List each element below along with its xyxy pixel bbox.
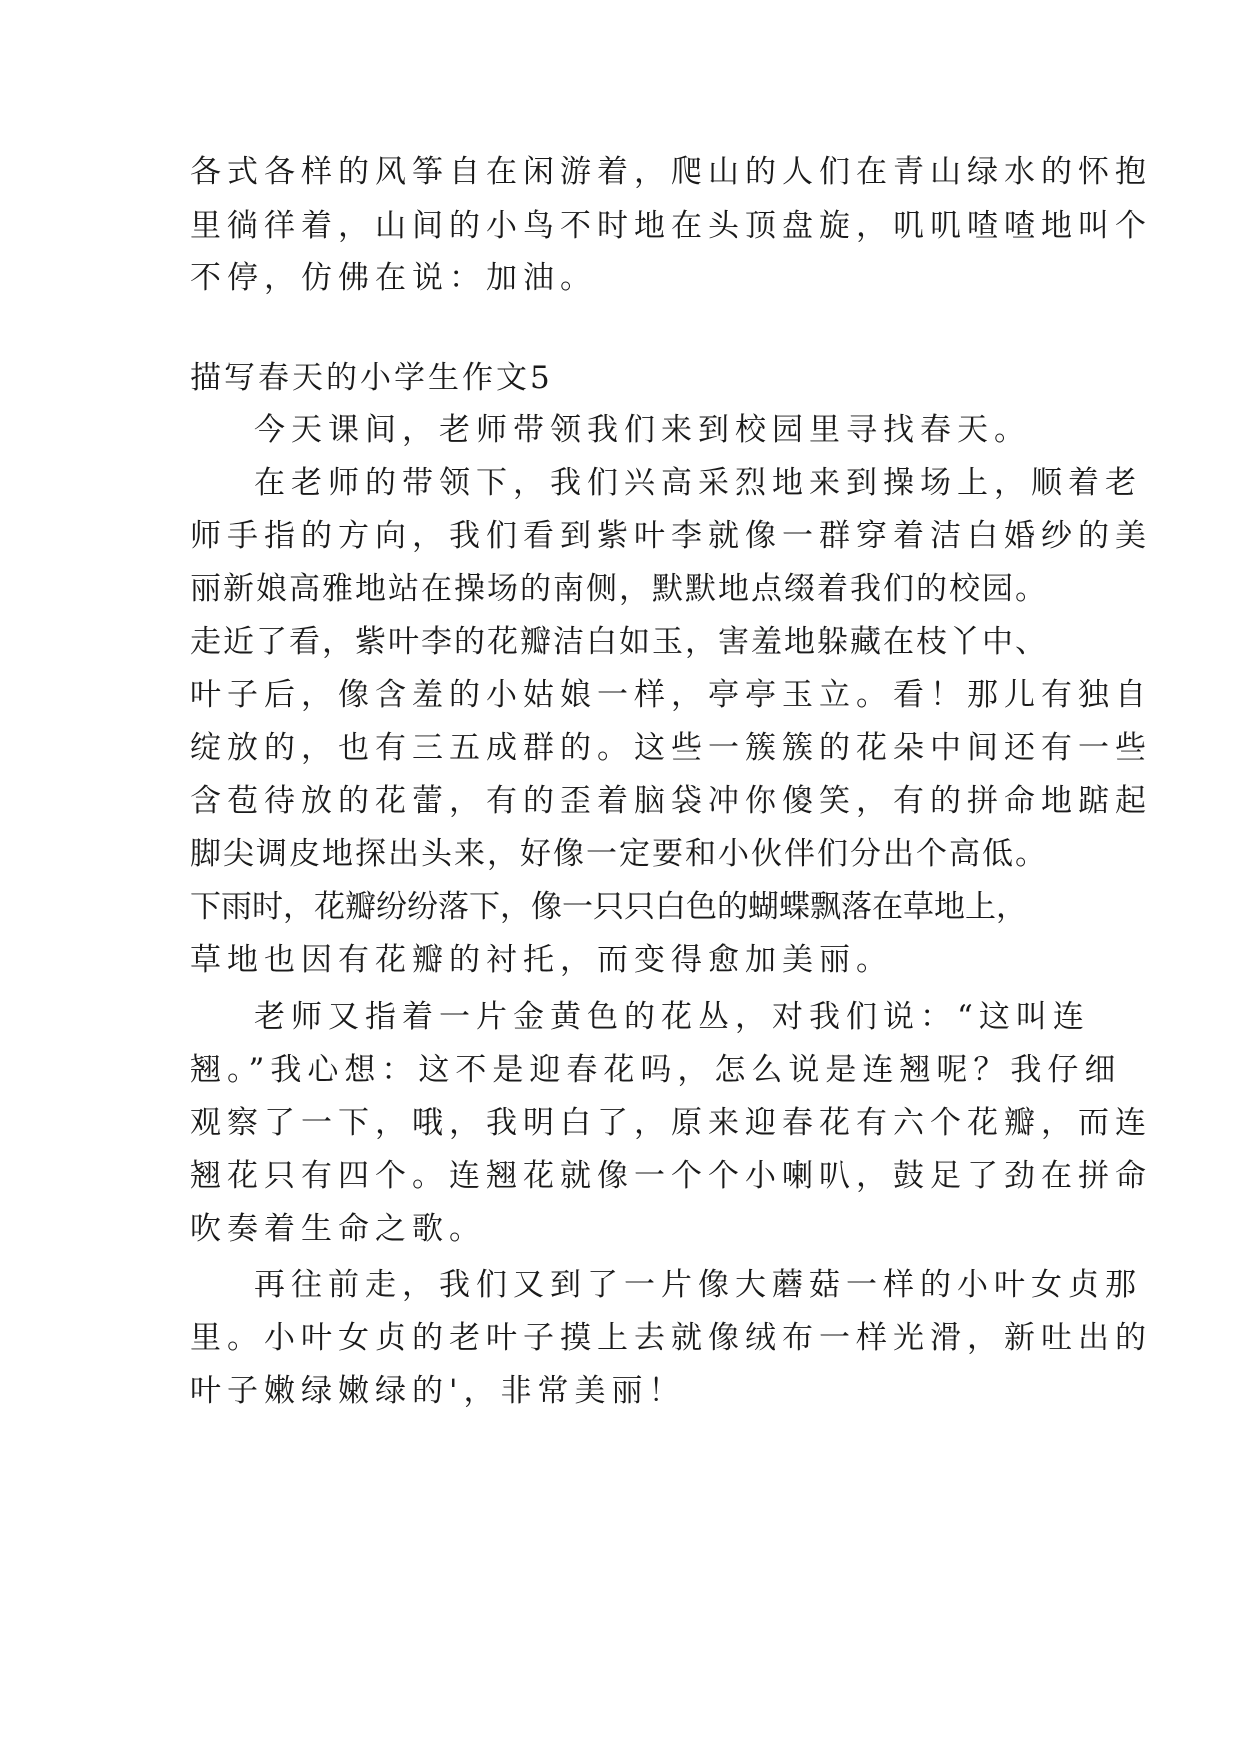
paragraph-line: 里。小叶女贞的老叶子摸上去就像绒布一样光滑，新吐出的 bbox=[190, 1320, 1152, 1356]
paragraph-line: 在老师的带领下，我们兴高采烈地来到操场上，顺着老 bbox=[254, 465, 1142, 501]
paragraph-line: 吹奏着生命之歌。 bbox=[190, 1211, 486, 1247]
paragraph-line: 今天课间，老师带领我们来到校园里寻找春天。 bbox=[254, 412, 1031, 448]
paragraph-line: 师手指的方向，我们看到紫叶李就像一群穿着洁白婚纱的美 bbox=[190, 518, 1152, 554]
paragraph-line: 绽放的，也有三五成群的。这些一簇簇的花朵中间还有一些 bbox=[190, 730, 1152, 766]
paragraph-line: 不停，仿佛在说：加油。 bbox=[190, 260, 597, 296]
paragraph-line: 观察了一下，哦，我明白了，原来迎春花有六个花瓣，而连 bbox=[190, 1105, 1152, 1141]
paragraph-line: 再往前走，我们又到了一片像大蘑菇一样的小叶女贞那 bbox=[254, 1267, 1142, 1303]
paragraph-line: 翘。”我心想：这不是迎春花吗，怎么说是连翘呢？我仔细 bbox=[190, 1052, 1122, 1088]
paragraph-line: 老师又指着一片金黄色的花丛，对我们说：“这叫连 bbox=[254, 999, 1090, 1035]
paragraph-line: 叶子嫩绿嫩绿的'，非常美丽！ bbox=[190, 1373, 686, 1409]
paragraph-line: 各式各样的风筝自在闲游着，爬山的人们在青山绿水的怀抱 bbox=[190, 154, 1152, 190]
paragraph-line: 含苞待放的花蕾，有的歪着脑袋冲你傻笑，有的拼命地踮起 bbox=[190, 783, 1152, 819]
paragraph-line: 草地也因有花瓣的衬托，而变得愈加美丽。 bbox=[190, 942, 893, 978]
essay-title: 描写春天的小学生作文5 bbox=[190, 360, 553, 396]
paragraph-line: 丽新娘高雅地站在操场的南侧，默默地点缀着我们的校园。 bbox=[190, 571, 1048, 607]
paragraph-line: 走近了看，紫叶李的花瓣洁白如玉，害羞地躲藏在枝丫中、 bbox=[190, 624, 1048, 660]
paragraph-line: 翘花只有四个。连翘花就像一个个小喇叭，鼓足了劲在拼命 bbox=[190, 1158, 1152, 1194]
paragraph-line: 脚尖调皮地探出头来，好像一定要和小伙伴们分出个高低。 bbox=[190, 836, 1048, 872]
paragraph-line: 下雨时，花瓣纷纷落下，像一只只白色的蝴蝶飘落在草地上， bbox=[190, 889, 1027, 925]
paragraph-line: 叶子后，像含羞的小姑娘一样，亭亭玉立。看！那儿有独自 bbox=[190, 677, 1152, 713]
paragraph-line: 里徜徉着，山间的小鸟不时地在头顶盘旋，叽叽喳喳地叫个 bbox=[190, 208, 1152, 244]
